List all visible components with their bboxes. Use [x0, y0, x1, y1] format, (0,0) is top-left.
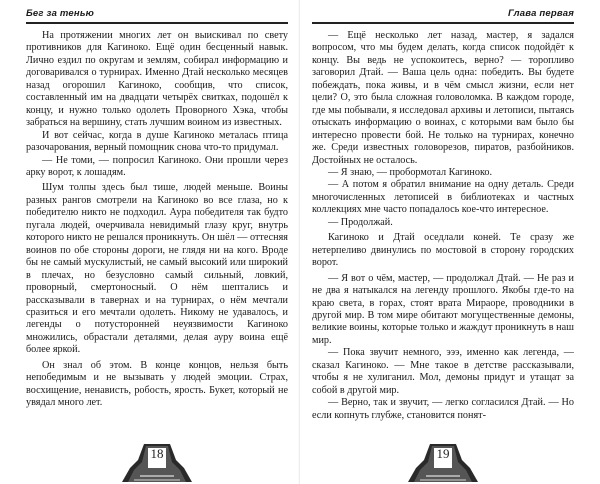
paragraph: На протяжении многих лет он выискивал по свету противников для Кагиноко. Ещё один бесценный навык. Лично ездил по округам и землям, собирал информацию и договаривался о турнирах. Именно Дтай несколько месяцев назад огорошил Кагиноко, сообщив, что список, составленный им на двадцати четырёх свитках, подошёл к концу, и нужно только одолеть Проворного Хэка, чтобы забраться на вершину, стать лучшим воином из известных. — [26, 30, 288, 129]
paragraph: — Ещё несколько лет назад, мастер, я задался вопросом, что мы будем делать, когда список подойдёт к концу. Вы ведь не успокоитесь, верно? — торопливо заговорил Дтай. — Ваша цель одна: победить. Вы будете побеждать, пока живы, и в чём смысл жизни, если нет цели? О, это была сложная головоломка. В каждом городе, где мы побывали, я исследовал архивы и летописи, пытаясь отыскать информацию о воинах, с которыми вам было бы интересно провести бой. Не только на турнирах, конечно же. Среди известных головорезов, пиратов, разбойников. Достойных не осталось. — [312, 30, 574, 166]
right-page — [300, 0, 600, 484]
running-header-book-title: Бег за тенью — [26, 8, 95, 19]
paragraph: — А потом я обратил внимание на одну деталь. Среди многочисленных летописей в библиотеках и частных коллекциях мне часто попадалось кое-что интересное. — [312, 179, 574, 216]
paragraph: — Я знаю, — пробормотал Кагиноко. — [328, 166, 493, 178]
paragraph: — Я вот о чём, мастер, — продолжал Дтай. — Не раз и не два я натыкался на легенду прошлого. Якобы где-то на краю света, в горах, стоят врата Мираоре, проводники в другой мир. В том мире обитают могущественные демоны, великие воины, которые только и жаждут проникнуть в наш мир. — [312, 272, 574, 346]
left-page-body — [26, 30, 288, 410]
page-number: 19 — [436, 446, 450, 461]
right-page-body — [312, 30, 574, 422]
paragraph: — Продолжай. — [328, 216, 393, 228]
paragraph: И вот сейчас, когда в душе Кагиноко металась птица разочарования, верный помощник снова что-то придумал. — [26, 129, 288, 154]
paragraph: Шум толпы здесь был тише, людей меньше. Воины разных рангов смотрели на Кагиноко во все глаза, но к победителю никто не подходил. Аура победителя так будто пугала людей, очерчивала невидимый глазу круг, внутрь которого никто не решался проникнуть. Он шёл — оттесняя воинов по обе стороны дороги, не глядя ни на кого. Вроде бы не самый мускулистый, не самый высокий или широкий в плечах, но безусловно самый сильный, ловкий, проворный, смертоносный. О нём шептались и рассказывали в тавернах и на турнирах, о нём мечтали сразиться и его мечтали одолеть. Никому не удавалось, и легенды о потусторонней неуязвимости Кагиноко множились, обрастали деталями, делая ауру воина ещё более яркой. — [26, 182, 288, 356]
paragraph: Он знал об этом. В конце концов, нельзя быть непобедимым и не вызывать у людей эмоции. Страх, восхищение, ненависть, робость, ярость. Букет, который не увядал много лет. — [26, 359, 288, 409]
paragraph: Кагиноко и Дтай оседлали коней. Те сразу же нетерпеливо двинулись по мостовой в сторону городских ворот. — [312, 232, 574, 269]
page-number-ornament — [406, 438, 480, 482]
page-number-ornament — [120, 438, 194, 482]
paragraph: — Не томи, — попросил Кагиноко. Они прошли через арку ворот, к лошадям. — [26, 154, 288, 178]
page-number: 18 — [150, 446, 164, 461]
running-header-chapter: Глава первая — [508, 8, 574, 19]
header-rule — [26, 22, 288, 24]
paragraph: — Пока звучит немного, эээ, именно как легенда, — сказал Кагиноко. — Мне такое в детстве рассказывали, чтобы я не хулиганил. Мол, демоны придут и утащат за собой в другой мир. — [312, 347, 574, 396]
header-rule — [312, 22, 574, 24]
paragraph: — Верно, так и звучит, — легко согласился Дтай. — Но если копнуть глубже, становится понят- — [312, 397, 574, 421]
